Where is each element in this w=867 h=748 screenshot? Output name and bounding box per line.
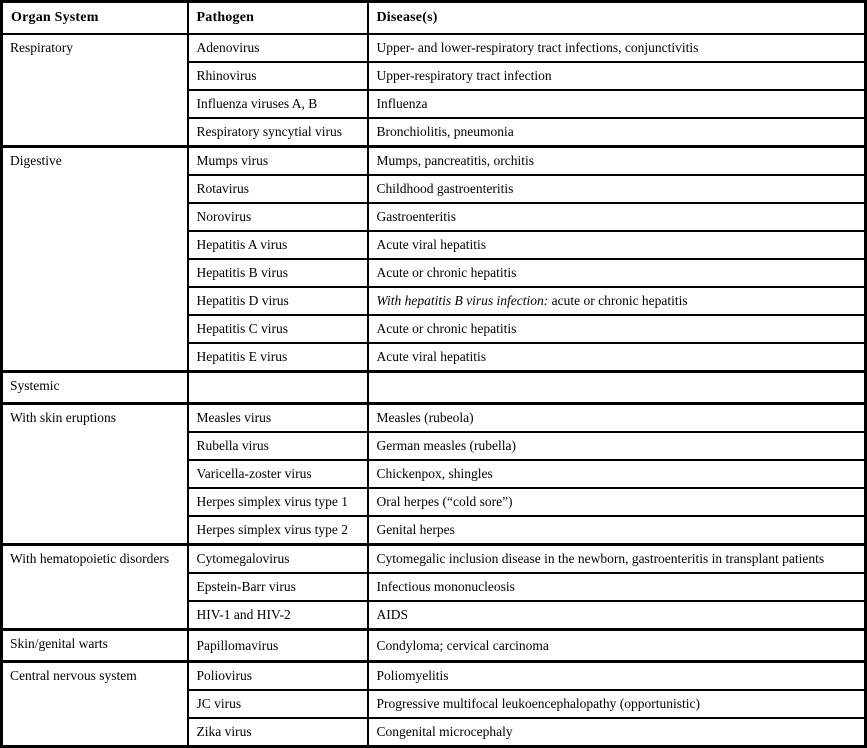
disease-cell: Bronchiolitis, pneumonia bbox=[368, 118, 866, 147]
column-header-organ-system: Organ System bbox=[2, 2, 188, 35]
pathogen-cell: Herpes simplex virus type 2 bbox=[188, 516, 368, 545]
pathogen-cell: Influenza viruses A, B bbox=[188, 90, 368, 118]
pathogen-cell: Papillomavirus bbox=[188, 630, 368, 662]
disease-cell: Chickenpox, shingles bbox=[368, 460, 866, 488]
pathogen-cell: Hepatitis D virus bbox=[188, 287, 368, 315]
disease-cell: Gastroenteritis bbox=[368, 203, 866, 231]
pathogen-cell: Zika virus bbox=[188, 718, 368, 747]
disease-cell: Acute or chronic hepatitis bbox=[368, 315, 866, 343]
pathogen-cell: Mumps virus bbox=[188, 147, 368, 176]
header-row bbox=[2, 2, 866, 35]
pathogen-cell: Hepatitis E virus bbox=[188, 343, 368, 372]
pathogen-cell: Cytomegalovirus bbox=[188, 545, 368, 574]
disease-cell: Mumps, pancreatitis, orchitis bbox=[368, 147, 866, 176]
table-row bbox=[2, 34, 866, 62]
pathogen-cell: Rotavirus bbox=[188, 175, 368, 203]
disease-cell: Cytomegalic inclusion disease in the newborn, gastroenteritis in transplant patients bbox=[368, 545, 866, 574]
disease-cell: Acute or chronic hepatitis bbox=[368, 259, 866, 287]
pathogen-cell: Rhinovirus bbox=[188, 62, 368, 90]
organ-system-cell: Digestive bbox=[2, 147, 188, 372]
disease-cell: Measles (rubeola) bbox=[368, 404, 866, 433]
pathogen-cell: Varicella-zoster virus bbox=[188, 460, 368, 488]
pathogen-cell: HIV-1 and HIV-2 bbox=[188, 601, 368, 630]
disease-cell bbox=[368, 287, 866, 315]
table-row bbox=[2, 372, 866, 404]
disease-cell: Upper- and lower-respiratory tract infections, conjunctivitis bbox=[368, 34, 866, 62]
disease-cell: Condyloma; cervical carcinoma bbox=[368, 630, 866, 662]
disease-cell bbox=[368, 372, 866, 404]
disease-cell: Poliomyelitis bbox=[368, 662, 866, 691]
disease-cell: Acute viral hepatitis bbox=[368, 343, 866, 372]
disease-cell: Progressive multifocal leukoencephalopathy (opportunistic) bbox=[368, 690, 866, 718]
table-row bbox=[2, 147, 866, 176]
disease-cell: AIDS bbox=[368, 601, 866, 630]
table-header bbox=[2, 2, 866, 35]
pathogen-cell: Poliovirus bbox=[188, 662, 368, 691]
disease-cell: Oral herpes (“cold sore”) bbox=[368, 488, 866, 516]
disease-cell: German measles (rubella) bbox=[368, 432, 866, 460]
pathogen-cell: Rubella virus bbox=[188, 432, 368, 460]
disease-cell: Genital herpes bbox=[368, 516, 866, 545]
disease-cell: Childhood gastroenteritis bbox=[368, 175, 866, 203]
column-header-diseases: Disease(s) bbox=[368, 2, 866, 35]
column-header-pathogen: Pathogen bbox=[188, 2, 368, 35]
pathogen-cell: Hepatitis B virus bbox=[188, 259, 368, 287]
pathogen-cell: Hepatitis A virus bbox=[188, 231, 368, 259]
disease-cell: Upper-respiratory tract infection bbox=[368, 62, 866, 90]
table-row bbox=[2, 404, 866, 433]
disease-cell: Acute viral hepatitis bbox=[368, 231, 866, 259]
pathogen-cell: JC virus bbox=[188, 690, 368, 718]
organ-system-cell: Respiratory bbox=[2, 34, 188, 147]
disease-text: acute or chronic hepatitis bbox=[551, 293, 688, 308]
organ-system-cell: Central nervous system bbox=[2, 662, 188, 747]
pathogen-cell: Herpes simplex virus type 1 bbox=[188, 488, 368, 516]
pathogen-cell: Adenovirus bbox=[188, 34, 368, 62]
pathogen-cell: Measles virus bbox=[188, 404, 368, 433]
organ-system-cell: Systemic bbox=[2, 372, 188, 404]
disease-cell: Infectious mononucleosis bbox=[368, 573, 866, 601]
table-body bbox=[2, 34, 866, 747]
table-row bbox=[2, 545, 866, 574]
pathogen-cell: Respiratory syncytial virus bbox=[188, 118, 368, 147]
disease-cell: Congenital microcephaly bbox=[368, 718, 866, 747]
pathogen-cell: Norovirus bbox=[188, 203, 368, 231]
table-row bbox=[2, 662, 866, 691]
organ-system-cell: With skin eruptions bbox=[2, 404, 188, 545]
disease-italic-prefix: With hepatitis B virus infection: bbox=[376, 293, 549, 308]
pathogen-cell: Hepatitis C virus bbox=[188, 315, 368, 343]
organ-system-cell: With hematopoietic disorders bbox=[2, 545, 188, 630]
disease-cell: Influenza bbox=[368, 90, 866, 118]
pathogen-cell bbox=[188, 372, 368, 404]
table-row bbox=[2, 630, 866, 662]
pathogen-cell: Epstein-Barr virus bbox=[188, 573, 368, 601]
organ-system-cell: Skin/genital warts bbox=[2, 630, 188, 662]
